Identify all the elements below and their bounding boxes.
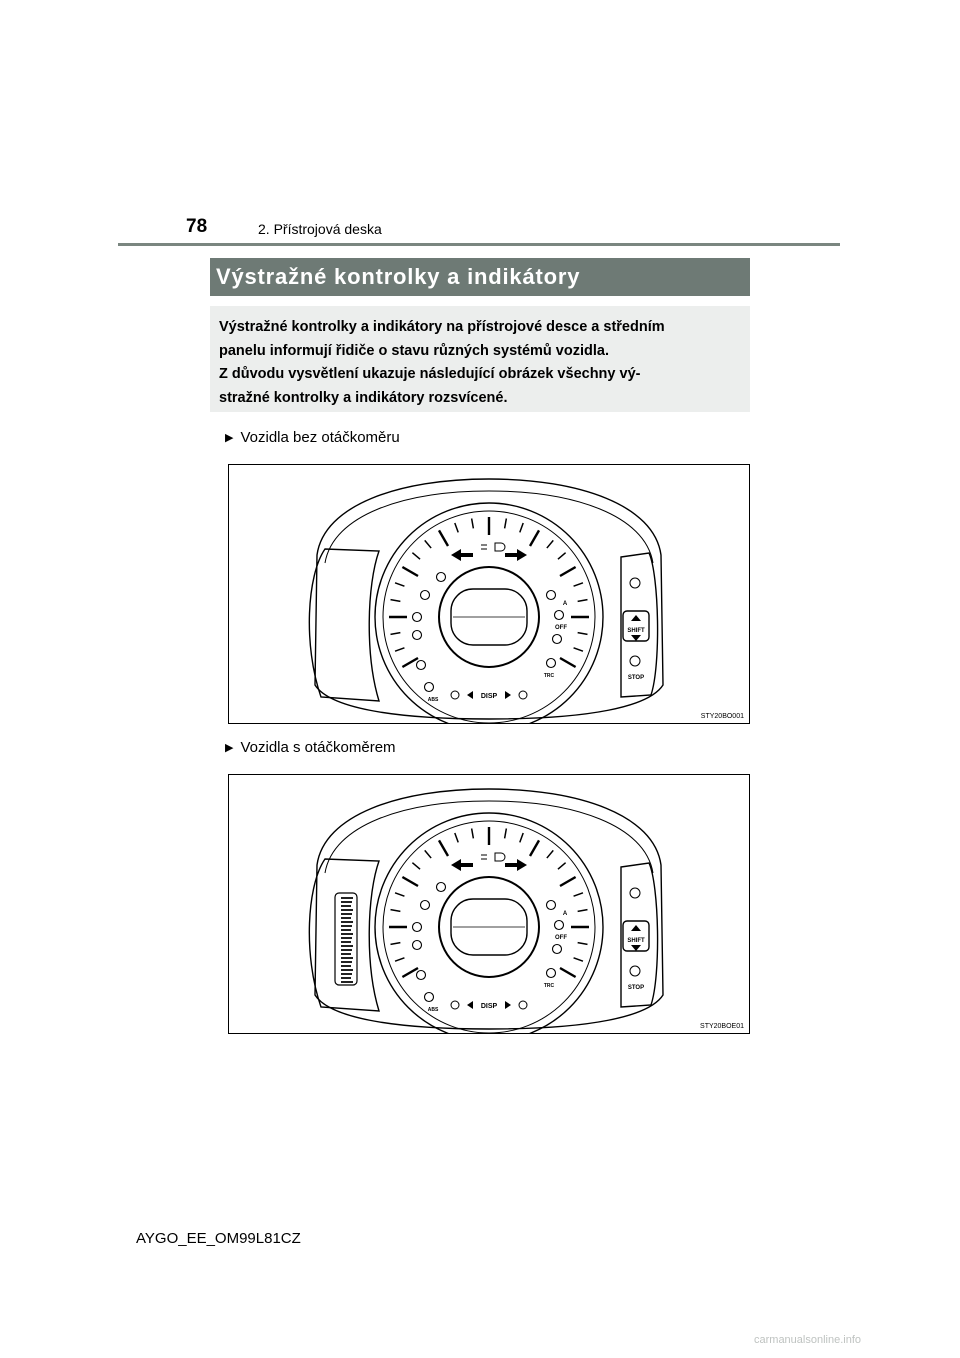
brake-warning-icon <box>425 683 434 692</box>
figure-1 <box>228 464 750 724</box>
security-icon <box>553 635 562 644</box>
tachometer-segment <box>341 937 352 939</box>
tachometer-segment <box>341 969 353 971</box>
speedometer-tick <box>574 648 583 651</box>
caption-text: Vozidla bez otáčkoměru <box>240 429 400 446</box>
engine-check-icon <box>413 631 422 640</box>
left-knob-icon <box>451 691 459 699</box>
fuel-pump-icon <box>417 661 426 670</box>
trc-label: TRC <box>543 983 555 989</box>
cluster-hood-outline <box>315 479 663 719</box>
footer-code: AYGO_EE_OM99L81CZ <box>136 1230 301 1247</box>
intro-line: Výstražné kontrolky a indikátory na přístrojové desce a středním <box>219 319 665 335</box>
speedometer-tick <box>560 567 576 576</box>
speedometer-tick <box>560 968 576 977</box>
speedometer-tick <box>558 553 566 559</box>
tachometer-segment <box>341 909 353 911</box>
shift-down-icon <box>631 945 641 951</box>
speedometer-tick <box>520 833 523 842</box>
trc-label: TRC <box>543 673 555 679</box>
figure-caption-1 <box>225 429 400 446</box>
speedometer-tick <box>395 583 404 586</box>
tachometer-segment <box>341 917 351 919</box>
speedometer-tick <box>547 850 553 858</box>
speedometer-tick <box>425 850 431 858</box>
speedometer-tick <box>560 658 576 667</box>
speedometer-tick <box>530 840 539 856</box>
speedometer-tick <box>560 877 576 886</box>
speedometer-tick <box>520 523 523 532</box>
speedometer-tick <box>391 600 401 602</box>
speedometer-tick <box>395 893 404 896</box>
headlight-icon <box>495 853 505 861</box>
figure-code: STY20BOE01 <box>700 1023 744 1030</box>
speedometer-tick <box>439 840 448 856</box>
tachometer-segment <box>341 897 353 899</box>
oil-pressure-icon <box>630 888 640 898</box>
fog-light-icon <box>481 545 487 549</box>
brake-warning-icon <box>425 993 434 1002</box>
speedometer-tick <box>455 523 458 532</box>
battery-icon <box>413 923 422 932</box>
speedometer-outer-ring <box>375 503 603 723</box>
header-rule <box>118 243 840 246</box>
instrument-cluster-illustration <box>229 775 749 1033</box>
seatbelt-icon <box>421 591 430 600</box>
intro-line: stražné kontrolky a indikátory rozsvícené. <box>219 389 508 406</box>
abs-label: ABS <box>427 697 439 703</box>
tachometer-segment <box>341 901 352 903</box>
chapter-title: 2. Přístrojová deska <box>258 221 382 237</box>
disp-label: DISP <box>480 693 498 700</box>
tachometer-segment <box>341 925 352 927</box>
speedometer-tick <box>455 833 458 842</box>
shift-down-icon <box>631 635 641 641</box>
speedometer-tick <box>574 893 583 896</box>
turn-left-arrow-icon <box>451 859 473 871</box>
instrument-cluster-illustration <box>229 465 749 723</box>
engine-check-icon <box>413 941 422 950</box>
tachometer-segment <box>341 941 351 943</box>
seatbelt-icon <box>421 901 430 910</box>
stop-label: STOP <box>627 675 645 681</box>
speedometer-tick <box>578 633 588 635</box>
speedometer-tick <box>472 829 474 839</box>
shift-label: SHIFT <box>627 628 645 634</box>
right-knob-icon <box>519 691 527 699</box>
speedometer-tick <box>402 658 418 667</box>
speedometer-tick <box>391 633 401 635</box>
tachometer-segment <box>341 929 351 931</box>
speedometer-tick <box>578 943 588 945</box>
speedometer-tick <box>391 910 401 912</box>
airbag-icon <box>547 901 556 910</box>
speedometer-tick <box>578 600 588 602</box>
intro-line: panelu informují řidiče o stavu různých systémů vozidla. <box>219 342 609 359</box>
speedometer-tick <box>578 910 588 912</box>
fuel-pump-icon <box>417 971 426 980</box>
section-title: Výstražné kontrolky a indikátory <box>210 258 750 296</box>
shift-up-icon <box>631 615 641 621</box>
speedometer-tick <box>547 540 553 548</box>
speedometer-tick <box>402 567 418 576</box>
figure-2 <box>228 774 750 1034</box>
service-icon <box>437 883 446 892</box>
coolant-icon <box>630 966 640 976</box>
stop-label: STOP <box>627 985 645 991</box>
triangle-bullet-icon: ▶ <box>225 432 234 444</box>
tachometer-segment <box>341 957 353 959</box>
right-knob-icon <box>519 1001 527 1009</box>
disp-right-arrow-icon <box>505 1001 511 1009</box>
speedometer-tick <box>439 530 448 546</box>
abs-label: ABS <box>427 1007 439 1013</box>
disp-right-arrow-icon <box>505 691 511 699</box>
battery-icon <box>413 613 422 622</box>
figure-caption-2 <box>225 739 396 756</box>
speedometer-tick <box>412 553 420 559</box>
speedometer-tick <box>402 877 418 886</box>
disp-left-arrow-icon <box>467 1001 473 1009</box>
speedometer-tick <box>395 958 404 961</box>
speedometer-tick <box>472 519 474 529</box>
shift-label: SHIFT <box>627 938 645 944</box>
off-label: OFF <box>555 935 567 941</box>
intro-line: Z důvodu vysvětlení ukazuje následující obrázek všechny vý- <box>219 366 641 382</box>
intro-box <box>210 306 750 412</box>
security-icon <box>553 945 562 954</box>
oil-pressure-icon <box>630 578 640 588</box>
door-open-icon <box>555 611 564 620</box>
speedometer-tick <box>425 540 431 548</box>
watermark: carmanualsonline.info <box>754 1334 862 1346</box>
turn-right-arrow-icon <box>505 549 527 561</box>
speedometer-tick <box>574 958 583 961</box>
tachometer-segment <box>341 905 351 907</box>
tachometer-segment <box>341 965 351 967</box>
headlight-icon <box>495 543 505 551</box>
airbag-icon <box>547 591 556 600</box>
tachometer-segment <box>341 977 351 979</box>
slip-indicator-icon <box>547 969 556 978</box>
disp-label: DISP <box>480 1003 498 1010</box>
speedometer-outer-ring <box>375 813 603 1033</box>
tachometer-segment <box>341 949 352 951</box>
speedometer-tick <box>402 968 418 977</box>
speedometer-tick <box>395 648 404 651</box>
speedometer-tick <box>412 863 420 869</box>
caption-text: Vozidla s otáčkoměrem <box>240 739 396 756</box>
tachometer-segment <box>341 913 352 915</box>
page-number: 78 <box>186 216 208 237</box>
left-pod-outline <box>309 549 379 701</box>
tachometer-segment <box>341 981 353 983</box>
disp-left-arrow-icon <box>467 691 473 699</box>
tachometer-segment <box>341 961 352 963</box>
tachometer-segment <box>341 953 351 955</box>
service-icon <box>437 573 446 582</box>
coolant-icon <box>630 656 640 666</box>
turn-right-arrow-icon <box>505 859 527 871</box>
off-label: OFF <box>555 625 567 631</box>
figure-code: STY20BO001 <box>700 713 744 720</box>
speedometer-tick <box>505 829 507 839</box>
tachometer-segment <box>341 945 353 947</box>
cluster-hood-outline <box>315 789 663 1029</box>
triangle-bullet-icon: ▶ <box>225 742 234 754</box>
tachometer-segment <box>341 973 352 975</box>
fog-light-icon <box>481 855 487 859</box>
door-open-icon <box>555 921 564 930</box>
speedometer-tick <box>558 863 566 869</box>
turn-left-arrow-icon <box>451 549 473 561</box>
speedometer-tick <box>530 530 539 546</box>
start-stop-label: A <box>562 911 568 917</box>
tachometer-segment <box>341 921 353 923</box>
shift-up-icon <box>631 925 641 931</box>
speedometer-tick <box>574 583 583 586</box>
tachometer-segment <box>341 933 353 935</box>
slip-indicator-icon <box>547 659 556 668</box>
speedometer-tick <box>391 943 401 945</box>
speedometer-tick <box>505 519 507 529</box>
left-knob-icon <box>451 1001 459 1009</box>
start-stop-label: A <box>562 601 568 607</box>
